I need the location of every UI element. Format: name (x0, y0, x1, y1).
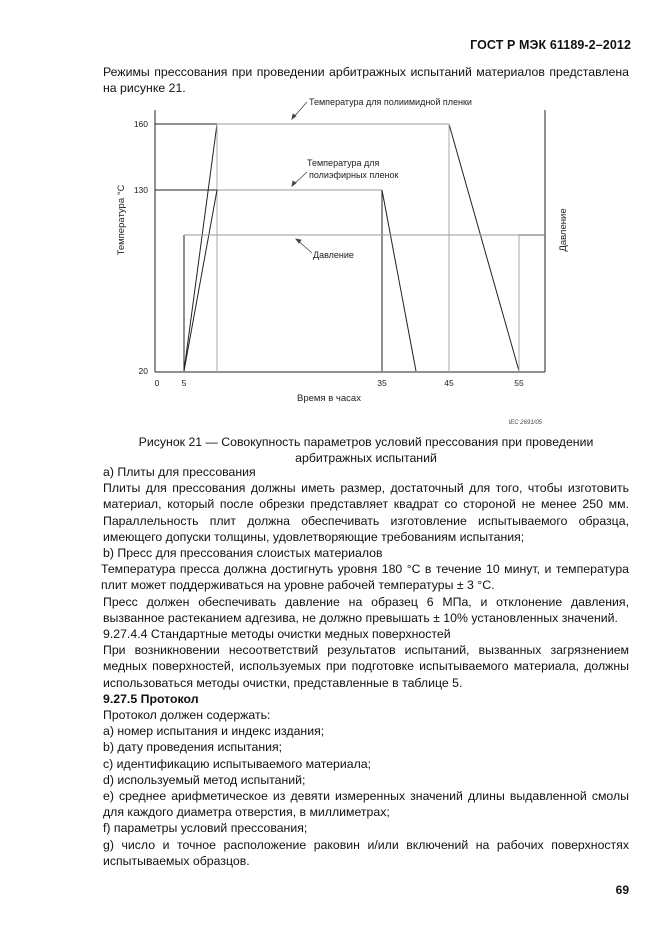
y-tick-160: 160 (133, 119, 148, 129)
protocol-item-g: g) число и точное расположение раковин и/или включений на рабочих поверхностях испытываемых образцов. (103, 837, 629, 868)
caption-line-2: арбитражных испытаний (295, 451, 437, 465)
x-tick-35: 35 (377, 378, 387, 388)
protocol-item-c: c) идентификацию испытываемого материала; (103, 756, 372, 771)
annotation-polyester-line1: Температура для (307, 158, 380, 168)
protocol-intro: Протокол должен содержать: (103, 708, 271, 723)
x-tick-55: 55 (514, 378, 524, 388)
protocol-item-a: а) номер испытания и индекс издания; (103, 724, 325, 739)
annotation-pressure: Давление (313, 250, 354, 260)
iec-source-tag: IEC 2691/05 (508, 420, 542, 426)
y-tick-130: 130 (133, 185, 148, 195)
pressure-curve (184, 235, 545, 371)
right-axis-label: Давление (558, 208, 569, 252)
page-number: 69 (615, 883, 629, 897)
section-9-27-4-4: 9.27.4.4 Стандартные методы очистки медных поверхностей (103, 627, 451, 642)
intro-text: Режимы прессования при проведении арбитражных испытаний материалов представлена на рисунке 21. (103, 65, 629, 96)
press-pressure-paragraph: Пресс должен обеспечивать давление на образец 6 МПа, и отклонение давления, вызванное растеканием адгезива, не должно превышать ± 10% установленных значений. (103, 594, 629, 625)
x-tick-0: 0 (154, 378, 160, 388)
press-temperature-paragraph: Температура пресса должна достигнуть уровня 180 °С в течение 10 минут, и температура плит может поддерживаться на уровне рабочей температуры ± 3 °С. (101, 562, 629, 593)
x-tick-45: 45 (444, 378, 454, 388)
pressing-conditions-figure (100, 90, 570, 430)
x-tick-5: 5 (181, 378, 187, 388)
document-header: ГОСТ Р МЭК 61189-2–2012 (470, 38, 631, 52)
polyester-temperature-curve (155, 190, 416, 371)
y-tick-20: 20 (138, 366, 148, 376)
cleaning-methods-paragraph: При возникновении несоответствий результатов испытаний, вызванных загрязнением медных поверхностей, используемых при подготовке испытываемого материала, должны использоваться методы очистки, представленные в таблице 5. (103, 643, 629, 690)
section-9-27-5-heading: 9.27.5 Протокол (103, 691, 199, 706)
x-ticks (155, 378, 524, 388)
body-text (103, 464, 629, 869)
plates-paragraph: Плиты для прессования должны иметь размер, достаточный для того, чтобы изготовить материал, который после обрезки представляет квадрат со стороной не менее 250 мм. Параллельность плит должна обеспечивать изготовление испытываемого образца, имеющего допуски толщины, удовлетворяющие требованиям испытания; (103, 481, 629, 544)
caption-line-1: Рисунок 21 — Совокупность параметров условий прессования при проведении (138, 435, 594, 449)
annotation-polyimide: Температура для полиимидной пленки (309, 97, 472, 107)
protocol-item-f: f) параметры условий прессования; (103, 821, 308, 836)
protocol-item-b: b) дату проведения испытания; (103, 740, 283, 755)
protocol-item-d: d) используемый метод испытаний; (103, 772, 306, 787)
item-b-heading: b) Пресс для прессования слоистых материалов (103, 546, 383, 561)
annotation-polyester-line2: полиэфирных пленок (309, 170, 399, 180)
y-ticks (134, 119, 148, 376)
figure-caption (103, 434, 629, 466)
y-axis-label: Температура °С (116, 184, 127, 256)
item-a-heading: а) Плиты для прессования (103, 465, 256, 479)
protocol-item-e: e) среднее арифметическое из девяти измеренных значений длины выдавленной смолы для каждого диаметра отверстия, в миллиметрах; (103, 789, 629, 820)
x-axis-label: Время в часах (297, 393, 361, 404)
